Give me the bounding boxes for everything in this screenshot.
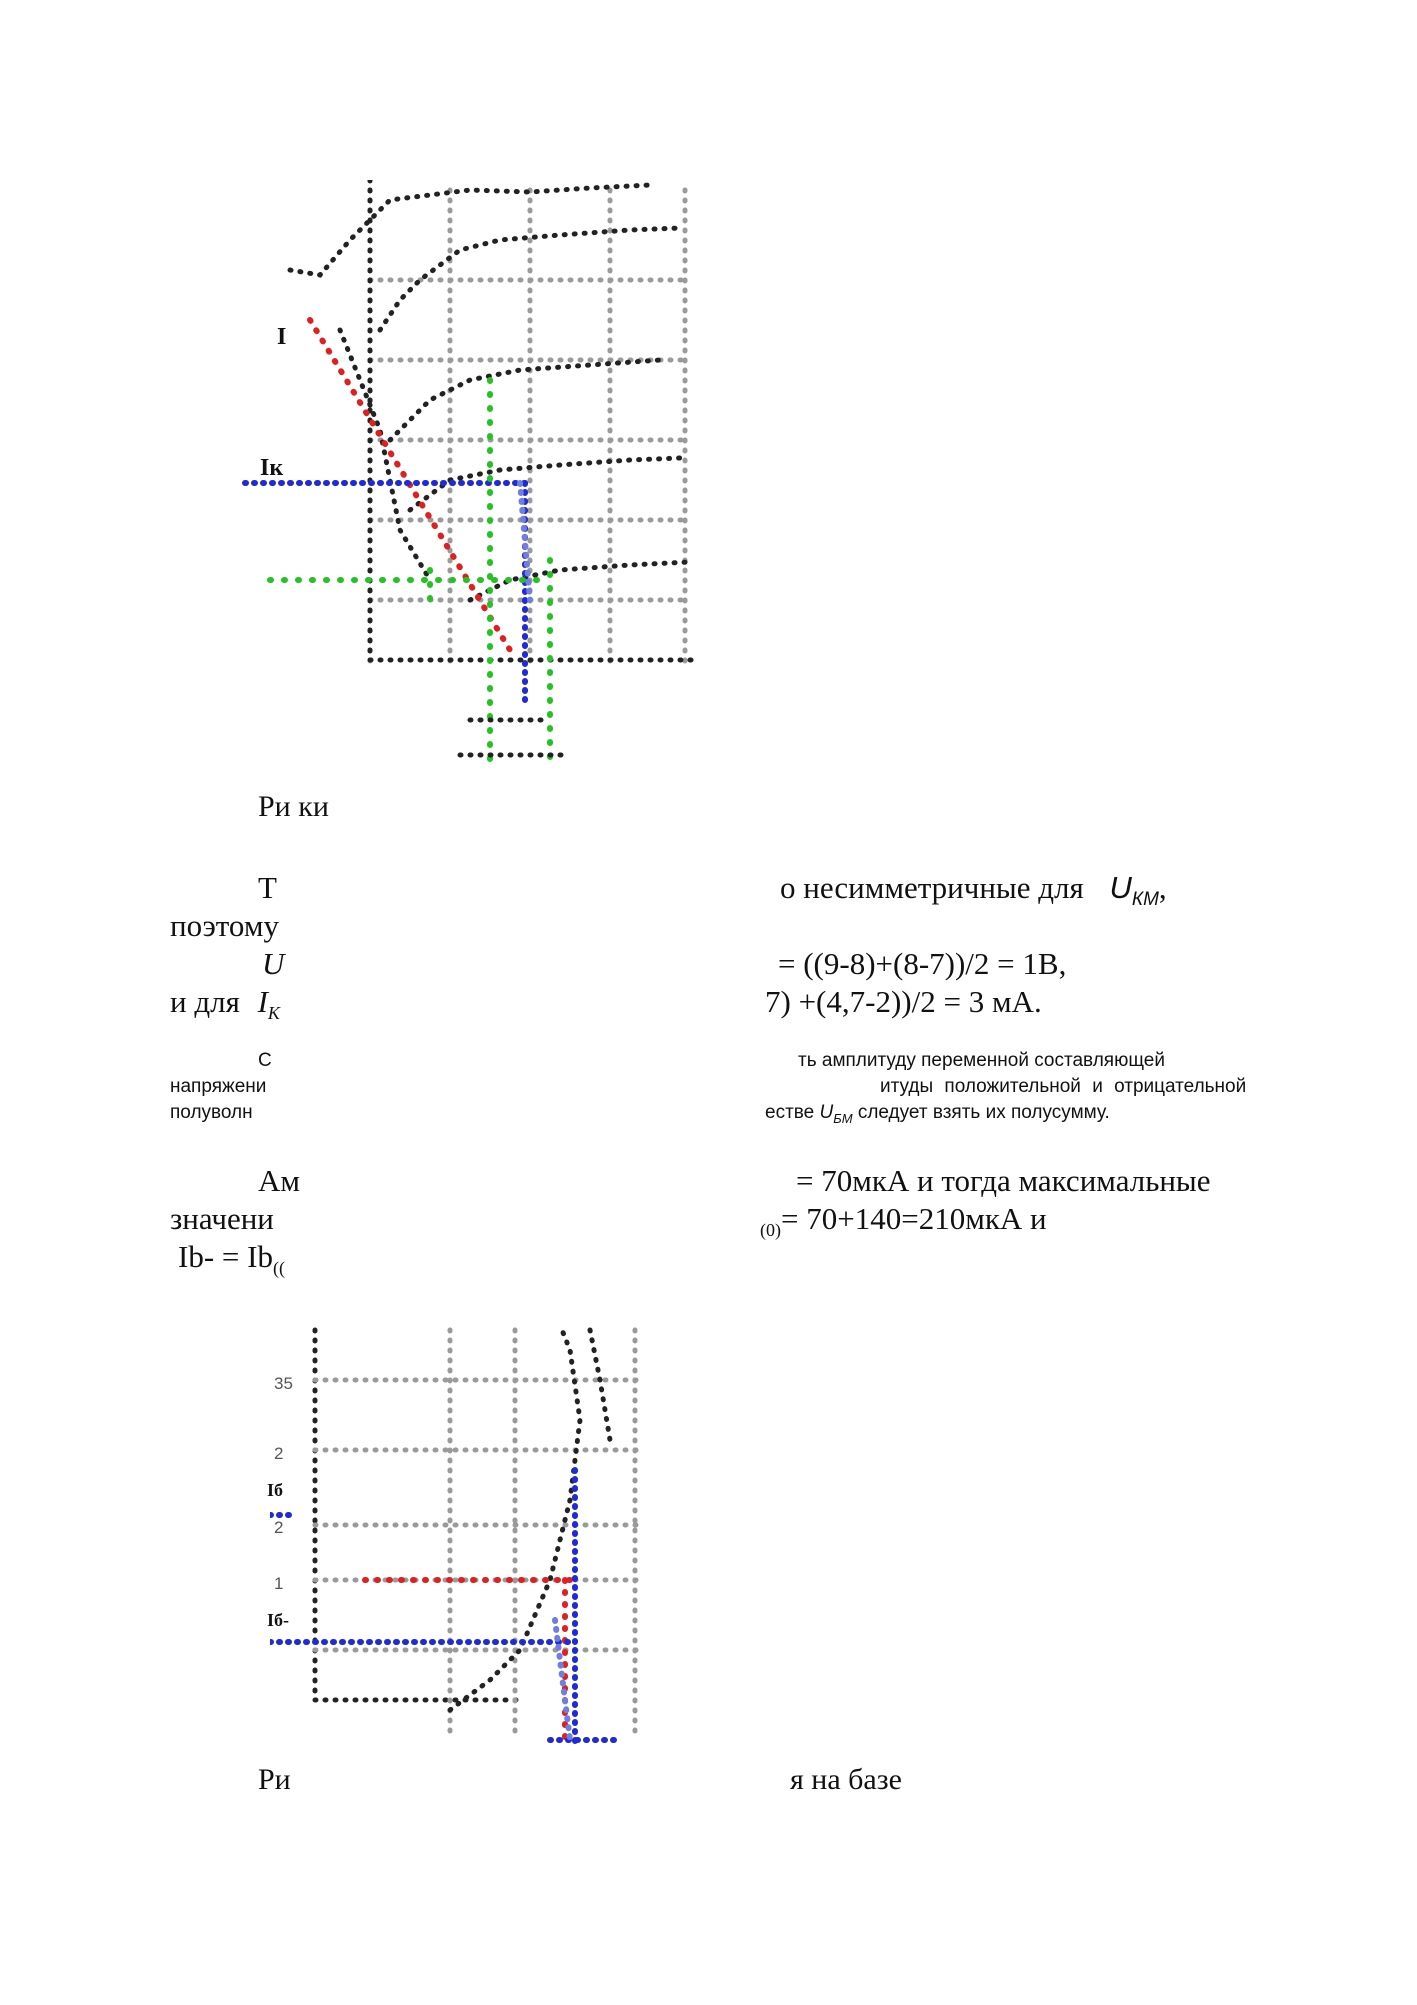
- para3-line3-sub: ((: [272, 1258, 285, 1279]
- para2-line1-end: ть амплитуду переменной составляющей: [798, 1050, 1165, 1071]
- para3-line2-sub: (0): [760, 1220, 781, 1241]
- para2-line3-end-post: следует взять их полусумму.: [857, 1102, 1110, 1123]
- para1-line1-start: Т: [258, 870, 277, 905]
- para1-line1-end-text: о несимметричные для: [780, 870, 1084, 905]
- figure-1-caption: [258, 790, 329, 824]
- para1-line4-var-letter: I: [257, 984, 268, 1019]
- para1-line4-start-text: и для: [170, 984, 240, 1019]
- para1-line4-var-sub: К: [267, 1003, 280, 1024]
- para3-line3: [178, 1239, 285, 1279]
- para2-line2-start: напряжени: [170, 1076, 267, 1097]
- para1-comma: ,: [1158, 870, 1167, 905]
- para2-line3-start: полуволн: [170, 1102, 253, 1123]
- figure-2-label-ib-minus: Iб-: [267, 1610, 289, 1630]
- para1-line1-end: [780, 870, 1167, 911]
- para2-line1-start: С: [258, 1050, 272, 1071]
- para2-var-ubm-letter: U: [819, 1102, 834, 1123]
- figure-2-tick-35: 35: [274, 1374, 293, 1393]
- para2-line2-end: итуды положительной и отрицательной: [880, 1076, 1247, 1097]
- figure-2-caption-end: я на базе: [790, 1763, 902, 1796]
- para1-var-u-sub: КМ: [1131, 889, 1159, 911]
- figure-1-label-ik: Iк: [260, 455, 284, 481]
- para2-var-ubm: [819, 1102, 853, 1126]
- para1-var-u: [1109, 870, 1159, 911]
- para2-var-ubm-sub: БМ: [833, 1110, 853, 1126]
- para3-line2-start: значени: [170, 1201, 274, 1236]
- para3-line1-end: = 70мкА и тогда максимальные: [796, 1163, 1211, 1198]
- para1-var-u-letter: U: [1109, 870, 1132, 905]
- figure-1-plot: [230, 180, 790, 780]
- para1-line2: поэтому: [170, 908, 279, 943]
- figure-1-collector-characteristics: [230, 180, 790, 780]
- para3-line3-text: Ib- = Ib: [178, 1239, 273, 1274]
- para2-line3-end: [765, 1102, 1110, 1126]
- para3-line2-end: [760, 1201, 1047, 1241]
- figure-2-tick-28: 2: [274, 1444, 284, 1463]
- para1-line3-start: U: [262, 946, 285, 981]
- figure-2-tick-14: 1: [274, 1574, 284, 1593]
- para3-line1-start: Ам: [258, 1163, 301, 1198]
- para1-line3-end: = ((9-8)+(8-7))/2 = 1В,: [778, 946, 1067, 981]
- figure-2-base-characteristics: [267, 1320, 670, 1760]
- figure-1-caption-text: Ри ки: [258, 790, 329, 823]
- figure-2-tick-21: 2: [274, 1518, 284, 1537]
- para1-line4-var: [257, 984, 280, 1024]
- figure-2-caption-start: Ри: [258, 1763, 291, 1796]
- figure-2-label-ib-plus: Iб: [267, 1480, 284, 1500]
- para3-line2-end-text: = 70+140=210мкА и: [781, 1201, 1047, 1236]
- figure-1-label-i: I: [277, 324, 287, 350]
- para1-line4-start: [170, 984, 280, 1024]
- figure-2-plot: [270, 1320, 670, 1760]
- para1-line4-end: 7) +(4,7-2))/2 = 3 мА.: [765, 984, 1042, 1019]
- para2-line3-end-pre: естве: [765, 1102, 815, 1123]
